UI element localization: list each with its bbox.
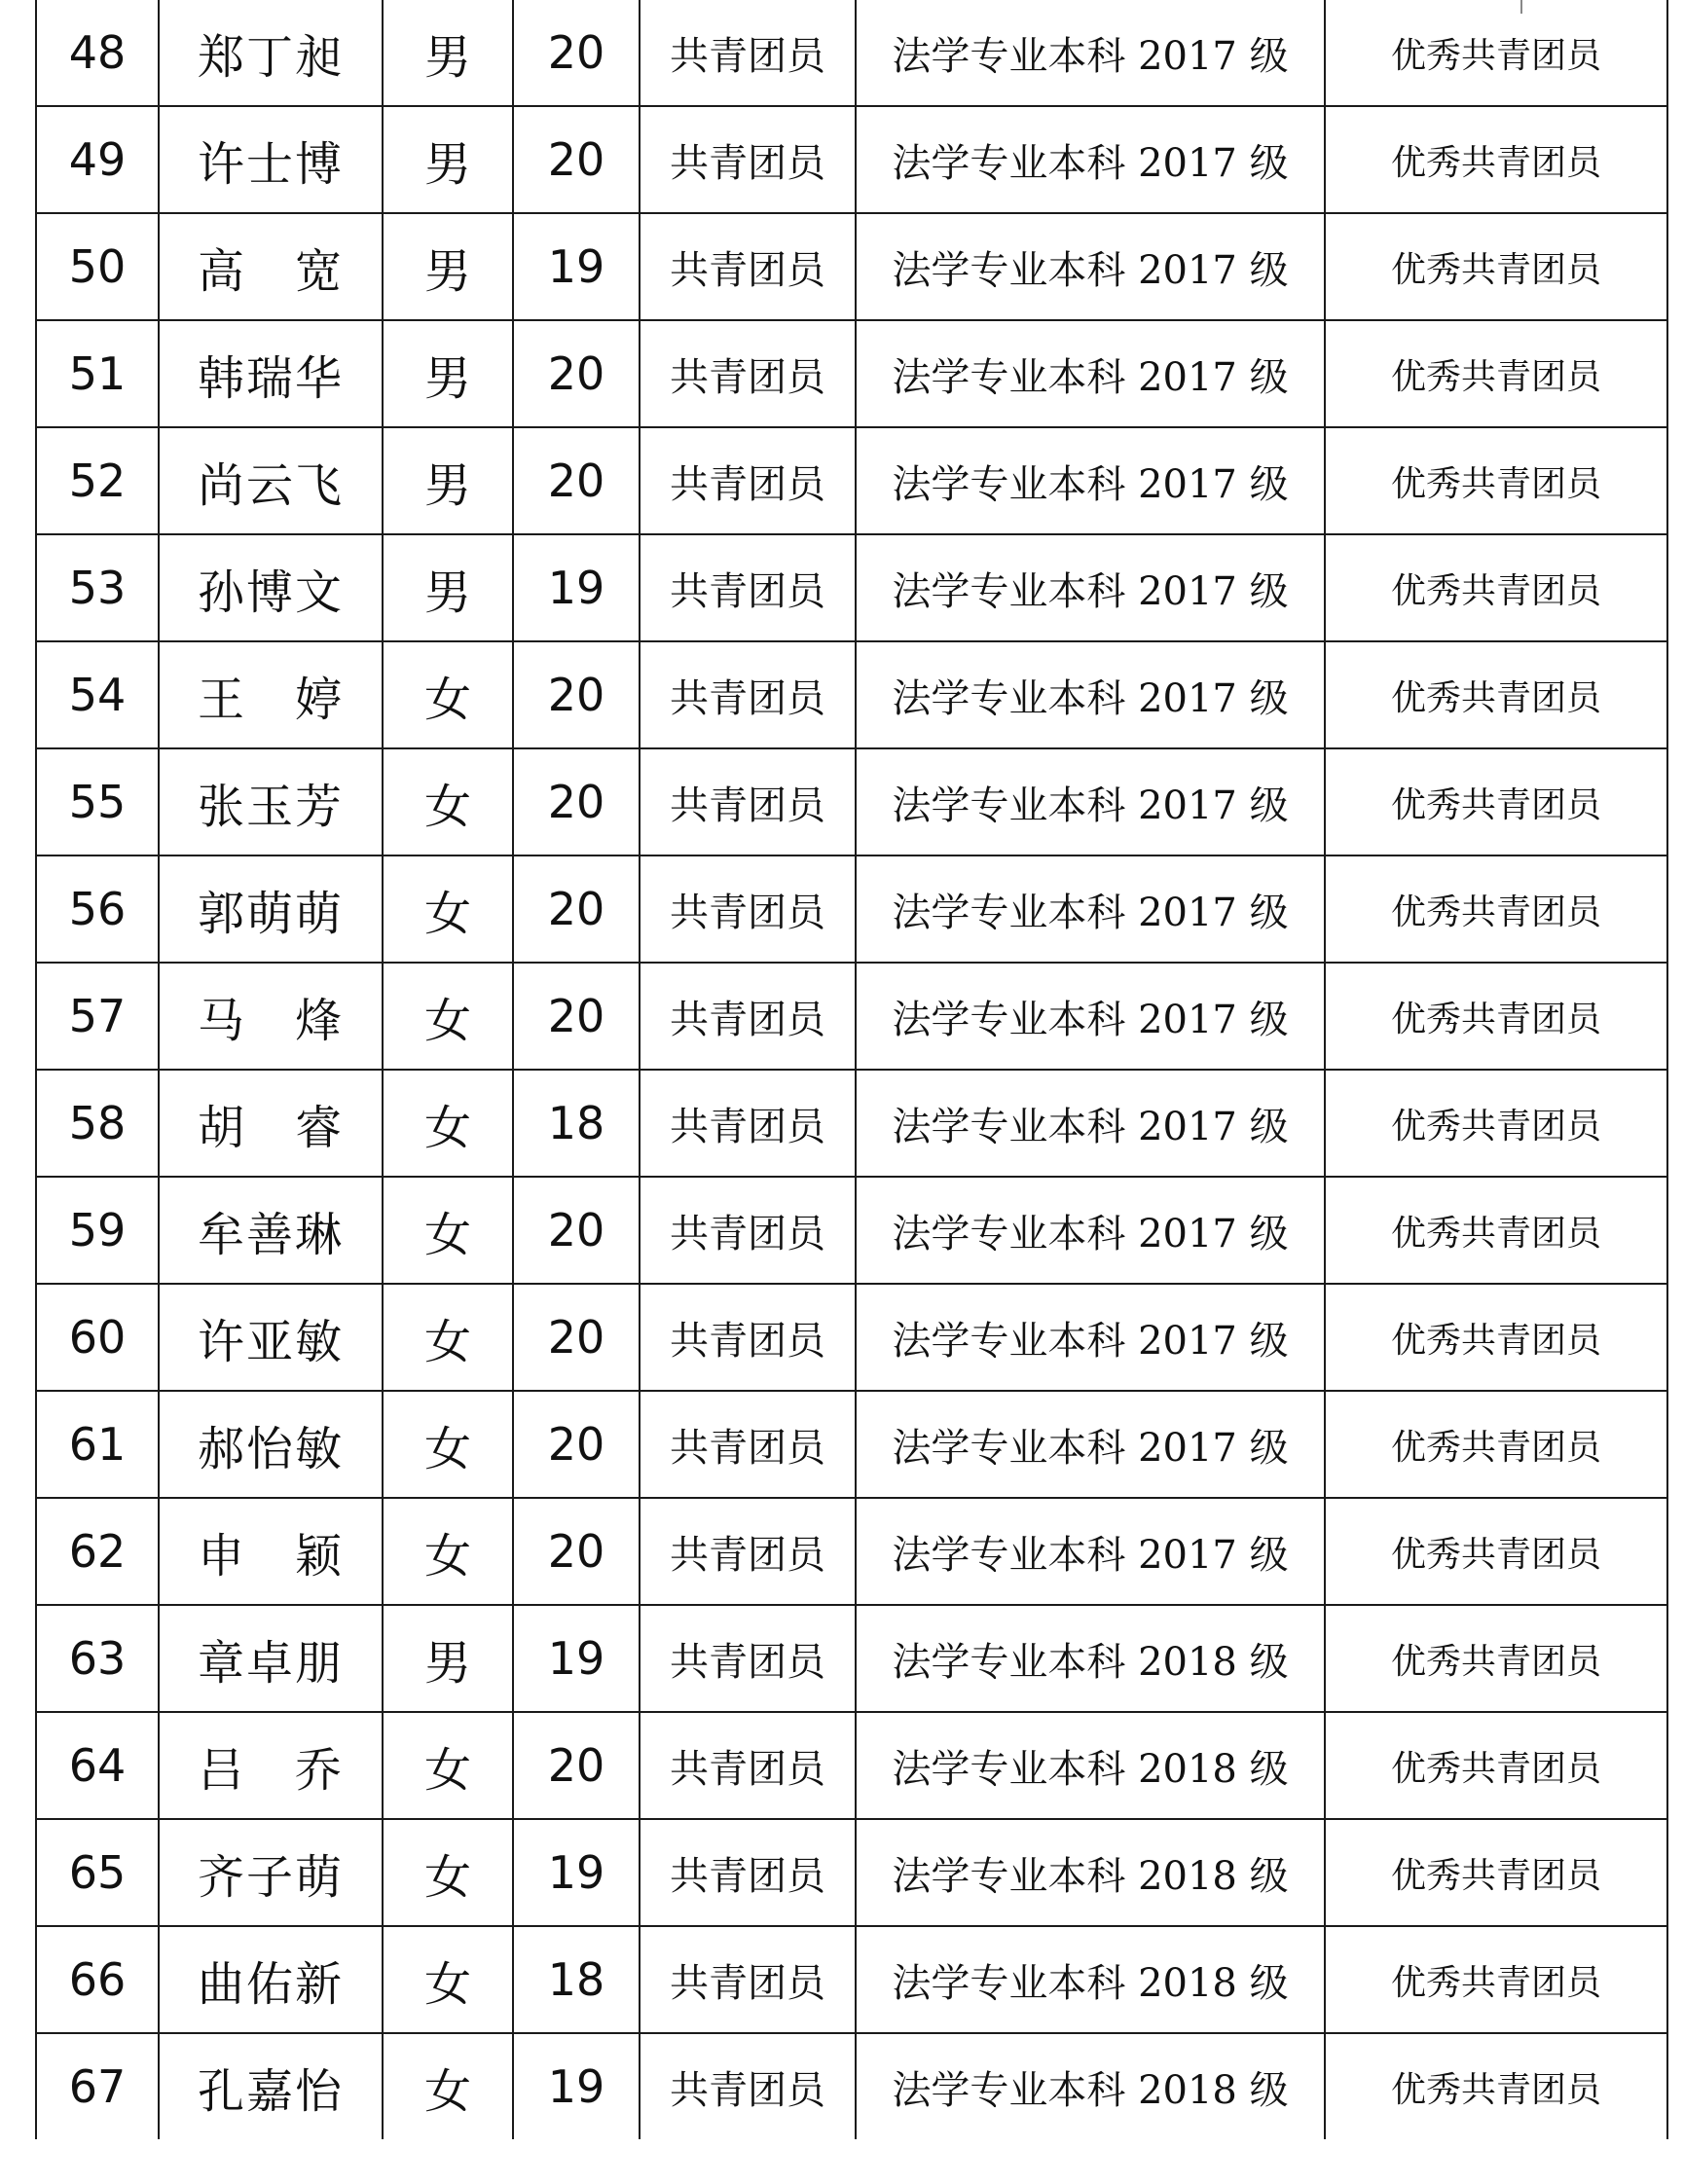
name-cell: 曲佑新 <box>159 1926 383 2033</box>
name-cell: 郝怡敏 <box>159 1391 383 1498</box>
table-row <box>36 1391 1667 1498</box>
name-cell: 孙博文 <box>159 534 383 641</box>
name-cell: 齐子萌 <box>159 1819 383 1926</box>
political-status-cell: 共青团员 <box>640 748 856 855</box>
row-number-cell: 52 <box>36 427 159 534</box>
age-cell: 18 <box>513 1926 640 2033</box>
political-status-cell: 共青团员 <box>640 427 856 534</box>
name-cell: 张玉芳 <box>159 748 383 855</box>
award-cell: 优秀共青团员 <box>1325 641 1667 748</box>
gender-cell: 男 <box>383 213 513 320</box>
political-status-cell: 共青团员 <box>640 534 856 641</box>
political-status-cell: 共青团员 <box>640 1819 856 1926</box>
row-number-cell: 67 <box>36 2033 159 2139</box>
political-status-cell: 共青团员 <box>640 963 856 1070</box>
gender-cell: 女 <box>383 1070 513 1177</box>
age-cell: 19 <box>513 534 640 641</box>
award-cell: 优秀共青团员 <box>1325 1177 1667 1284</box>
age-cell: 20 <box>513 1498 640 1605</box>
age-cell: 19 <box>513 213 640 320</box>
major-grade-cell: 法学专业本科 2017 级 <box>856 855 1325 963</box>
row-number-cell: 65 <box>36 1819 159 1926</box>
gender-cell: 女 <box>383 1712 513 1819</box>
award-cell: 优秀共青团员 <box>1325 1712 1667 1819</box>
row-number-cell: 50 <box>36 213 159 320</box>
award-cell: 优秀共青团员 <box>1325 1284 1667 1391</box>
table-row <box>36 1712 1667 1819</box>
political-status-cell: 共青团员 <box>640 2033 856 2139</box>
name-cell: 孔嘉怡 <box>159 2033 383 2139</box>
award-cell: 优秀共青团员 <box>1325 534 1667 641</box>
age-cell: 20 <box>513 320 640 427</box>
major-grade-cell: 法学专业本科 2018 级 <box>856 1819 1325 1926</box>
row-number-cell: 57 <box>36 963 159 1070</box>
gender-cell: 女 <box>383 2033 513 2139</box>
table-row <box>36 534 1667 641</box>
major-grade-cell: 法学专业本科 2018 级 <box>856 1712 1325 1819</box>
gender-cell: 男 <box>383 534 513 641</box>
political-status-cell: 共青团员 <box>640 641 856 748</box>
gender-cell: 女 <box>383 963 513 1070</box>
table-row <box>36 1926 1667 2033</box>
table-row <box>36 106 1667 213</box>
political-status-cell: 共青团员 <box>640 855 856 963</box>
award-cell: 优秀共青团员 <box>1325 427 1667 534</box>
row-number-cell: 48 <box>36 0 159 106</box>
gender-cell: 女 <box>383 1819 513 1926</box>
row-number-cell: 53 <box>36 534 159 641</box>
major-grade-cell: 法学专业本科 2017 级 <box>856 106 1325 213</box>
table-row <box>36 1284 1667 1391</box>
political-status-cell: 共青团员 <box>640 1284 856 1391</box>
political-status-cell: 共青团员 <box>640 106 856 213</box>
row-number-cell: 55 <box>36 748 159 855</box>
gender-cell: 女 <box>383 748 513 855</box>
row-number-cell: 64 <box>36 1712 159 1819</box>
age-cell: 19 <box>513 2033 640 2139</box>
award-cell: 优秀共青团员 <box>1325 1070 1667 1177</box>
table-row <box>36 855 1667 963</box>
major-grade-cell: 法学专业本科 2017 级 <box>856 641 1325 748</box>
political-status-cell: 共青团员 <box>640 1926 856 2033</box>
gender-cell: 男 <box>383 427 513 534</box>
political-status-cell: 共青团员 <box>640 1177 856 1284</box>
table-row <box>36 2033 1667 2139</box>
table-row <box>36 213 1667 320</box>
row-number-cell: 49 <box>36 106 159 213</box>
award-cell: 优秀共青团员 <box>1325 963 1667 1070</box>
row-number-cell: 56 <box>36 855 159 963</box>
name-cell: 马 烽 <box>159 963 383 1070</box>
gender-cell: 女 <box>383 855 513 963</box>
age-cell: 20 <box>513 641 640 748</box>
award-cell: 优秀共青团员 <box>1325 2033 1667 2139</box>
major-grade-cell: 法学专业本科 2017 级 <box>856 427 1325 534</box>
gender-cell: 男 <box>383 320 513 427</box>
major-grade-cell: 法学专业本科 2018 级 <box>856 2033 1325 2139</box>
age-cell: 20 <box>513 963 640 1070</box>
gender-cell: 男 <box>383 106 513 213</box>
political-status-cell: 共青团员 <box>640 1070 856 1177</box>
table-row <box>36 1498 1667 1605</box>
name-cell: 郑丁昶 <box>159 0 383 106</box>
table-row <box>36 641 1667 748</box>
table-row <box>36 1819 1667 1926</box>
award-cell: 优秀共青团员 <box>1325 0 1667 106</box>
award-cell: 优秀共青团员 <box>1325 1391 1667 1498</box>
name-cell: 吕 乔 <box>159 1712 383 1819</box>
age-cell: 18 <box>513 1070 640 1177</box>
name-cell: 王 婷 <box>159 641 383 748</box>
award-cell: 优秀共青团员 <box>1325 1498 1667 1605</box>
major-grade-cell: 法学专业本科 2017 级 <box>856 963 1325 1070</box>
table-row <box>36 320 1667 427</box>
award-cell: 优秀共青团员 <box>1325 320 1667 427</box>
table-row <box>36 1177 1667 1284</box>
award-cell: 优秀共青团员 <box>1325 1926 1667 2033</box>
award-cell: 优秀共青团员 <box>1325 213 1667 320</box>
age-cell: 20 <box>513 1391 640 1498</box>
age-cell: 20 <box>513 1712 640 1819</box>
name-cell: 胡 睿 <box>159 1070 383 1177</box>
major-grade-cell: 法学专业本科 2017 级 <box>856 1284 1325 1391</box>
age-cell: 20 <box>513 855 640 963</box>
award-cell: 优秀共青团员 <box>1325 106 1667 213</box>
gender-cell: 男 <box>383 0 513 106</box>
row-number-cell: 59 <box>36 1177 159 1284</box>
row-number-cell: 66 <box>36 1926 159 2033</box>
major-grade-cell: 法学专业本科 2017 级 <box>856 1070 1325 1177</box>
political-status-cell: 共青团员 <box>640 1712 856 1819</box>
gender-cell: 女 <box>383 1498 513 1605</box>
award-roster-table <box>35 0 1668 2139</box>
political-status-cell: 共青团员 <box>640 0 856 106</box>
name-cell: 许亚敏 <box>159 1284 383 1391</box>
major-grade-cell: 法学专业本科 2017 级 <box>856 534 1325 641</box>
name-cell: 高 宽 <box>159 213 383 320</box>
gender-cell: 男 <box>383 1605 513 1712</box>
table-row <box>36 748 1667 855</box>
major-grade-cell: 法学专业本科 2017 级 <box>856 1498 1325 1605</box>
age-cell: 19 <box>513 1605 640 1712</box>
political-status-cell: 共青团员 <box>640 1391 856 1498</box>
age-cell: 20 <box>513 748 640 855</box>
row-number-cell: 51 <box>36 320 159 427</box>
political-status-cell: 共青团员 <box>640 1498 856 1605</box>
age-cell: 19 <box>513 1819 640 1926</box>
major-grade-cell: 法学专业本科 2018 级 <box>856 1926 1325 2033</box>
roster-table-body <box>36 0 1667 2139</box>
table-row <box>36 963 1667 1070</box>
political-status-cell: 共青团员 <box>640 213 856 320</box>
gender-cell: 女 <box>383 641 513 748</box>
age-cell: 20 <box>513 1177 640 1284</box>
name-cell: 许士博 <box>159 106 383 213</box>
major-grade-cell: 法学专业本科 2018 级 <box>856 1605 1325 1712</box>
age-cell: 20 <box>513 106 640 213</box>
age-cell: 20 <box>513 1284 640 1391</box>
gender-cell: 女 <box>383 1391 513 1498</box>
gender-cell: 女 <box>383 1926 513 2033</box>
row-number-cell: 58 <box>36 1070 159 1177</box>
table-row <box>36 1070 1667 1177</box>
award-cell: 优秀共青团员 <box>1325 855 1667 963</box>
name-cell: 申 颖 <box>159 1498 383 1605</box>
major-grade-cell: 法学专业本科 2017 级 <box>856 748 1325 855</box>
row-number-cell: 63 <box>36 1605 159 1712</box>
name-cell: 郭萌萌 <box>159 855 383 963</box>
name-cell: 韩瑞华 <box>159 320 383 427</box>
award-cell: 优秀共青团员 <box>1325 1819 1667 1926</box>
major-grade-cell: 法学专业本科 2017 级 <box>856 213 1325 320</box>
table-row <box>36 427 1667 534</box>
gender-cell: 女 <box>383 1177 513 1284</box>
award-cell: 优秀共青团员 <box>1325 1605 1667 1712</box>
name-cell: 章卓朋 <box>159 1605 383 1712</box>
major-grade-cell: 法学专业本科 2017 级 <box>856 1391 1325 1498</box>
table-row <box>36 1605 1667 1712</box>
name-cell: 尚云飞 <box>159 427 383 534</box>
table-row <box>36 0 1667 106</box>
row-number-cell: 54 <box>36 641 159 748</box>
major-grade-cell: 法学专业本科 2017 级 <box>856 0 1325 106</box>
age-cell: 20 <box>513 427 640 534</box>
major-grade-cell: 法学专业本科 2017 级 <box>856 320 1325 427</box>
award-cell: 优秀共青团员 <box>1325 748 1667 855</box>
row-number-cell: 62 <box>36 1498 159 1605</box>
row-number-cell: 60 <box>36 1284 159 1391</box>
gender-cell: 女 <box>383 1284 513 1391</box>
major-grade-cell: 法学专业本科 2017 级 <box>856 1177 1325 1284</box>
political-status-cell: 共青团员 <box>640 1605 856 1712</box>
name-cell: 牟善琳 <box>159 1177 383 1284</box>
row-number-cell: 61 <box>36 1391 159 1498</box>
political-status-cell: 共青团员 <box>640 320 856 427</box>
age-cell: 20 <box>513 0 640 106</box>
